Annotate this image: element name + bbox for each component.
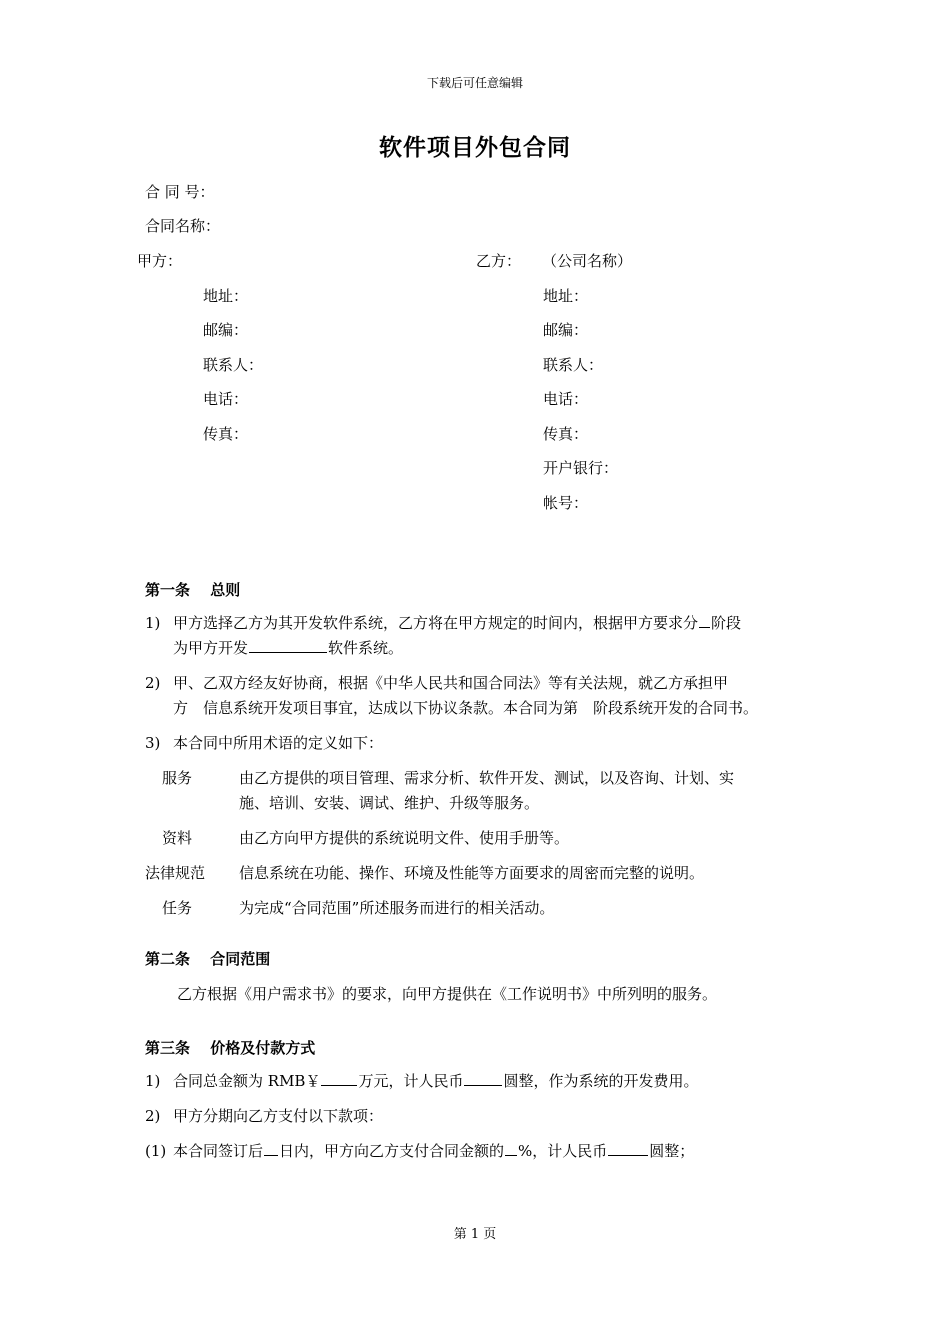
term-materials-definition: 由乙方向甲方提供的系统说明文件、使用手册等。 [239,829,570,847]
term-service: 服务 [162,769,193,787]
article-3-item-1 [145,1069,810,1094]
item-number: 3) [145,734,161,752]
party-b-bank-label: 开户银行： [543,459,619,477]
item-text: 圆整，作为系统的开发费用。 [503,1072,699,1090]
page-number: 第 1 页 [453,1227,497,1242]
contract-number-label: 合 同 号： [145,183,215,201]
term-task: 任务 [162,899,193,917]
document-title: 软件项目外包合同 [379,134,571,161]
item-text: 甲方分期向乙方支付以下款项： [173,1107,384,1125]
term-legal-spec-definition: 信息系统在功能、操作、环境及性能等方面要求的周密而完整的说明。 [239,864,705,882]
item-text: 圆整； [649,1142,695,1160]
blank-line [249,638,327,653]
term-materials: 资料 [162,829,193,847]
item-text: 阶段 [711,614,742,632]
article-3-item-2-1 [145,1139,810,1164]
article-1-item-2 [145,671,810,721]
party-b-phone-label: 电话： [543,390,589,408]
article-3-item-2 [145,1104,810,1129]
article-1-item-3 [145,731,810,756]
party-a-contact-label: 联系人： [203,356,264,374]
contract-name-label: 合同名称： [145,217,221,235]
blank-line [699,613,710,628]
term-service-definition [239,766,809,816]
item-text: 合同总金额为 RMB￥ [173,1072,321,1090]
item-text: 甲、乙双方经友好协商，根据《中华人民共和国合同法》等有关法规，就乙方承担甲 [173,674,729,692]
party-b-contact-label: 联系人： [543,356,604,374]
blank-line [464,1071,502,1086]
item-text: 日内，甲方向乙方支付合同金额的 [279,1142,505,1160]
item-text: 本合同签订后 [173,1142,264,1160]
party-a-address-label: 地址： [203,287,249,305]
party-a-postcode-label: 邮编： [203,321,249,339]
item-text: %，计人民币 [518,1142,608,1160]
party-a-fax-label: 传真： [203,425,249,443]
item-number: 2) [145,674,161,692]
item-text: 方 信息系统开发项目事宜，达成以下协议条款。本合同为第 阶段系统开发的合同书。 [173,699,759,717]
item-number: 1) [145,1072,161,1090]
term-legal-spec: 法律规范 [145,864,206,882]
party-b-postcode-label: 邮编： [543,321,589,339]
item-text: 软件系统。 [328,639,404,657]
party-a-label: 甲方： [137,252,183,270]
item-text: 为甲方开发 [173,639,249,657]
article-3-heading: 第三条 价格及付款方式 [145,1039,316,1057]
blank-line [505,1141,517,1156]
article-1-item-1 [145,611,810,661]
party-a-phone-label: 电话： [203,390,249,408]
item-number: 1) [145,614,161,632]
party-b-label: 乙方： [476,252,522,270]
page-header: 下载后可任意编辑 [426,76,523,90]
blank-line [264,1141,278,1156]
article-2-heading: 第二条 合同范围 [145,950,271,968]
definition-line: 由乙方提供的项目管理、需求分析、软件开发、测试，以及咨询、计划、实 [239,769,735,787]
party-b-address-label: 地址： [543,287,589,305]
definition-line: 施、培训、安装、调试、维护、升级等服务。 [239,794,540,812]
party-b-company-note: （公司名称） [542,252,633,270]
article-2-text: 乙方根据《用户需求书》的要求，向甲方提供在《工作说明书》中所列明的服务。 [177,985,718,1003]
party-b-account-label: 帐号： [543,494,589,512]
article-1-heading: 第一条 总则 [145,581,241,599]
item-text: 万元，计人民币 [358,1072,464,1090]
item-text: 甲方选择乙方为其开发软件系统，乙方将在甲方规定的时间内，根据甲方要求分 [173,614,699,632]
blank-line [321,1071,357,1086]
item-number: (1) [145,1142,167,1160]
item-text: 本合同中所用术语的定义如下： [173,734,384,752]
party-b-fax-label: 传真： [543,425,589,443]
term-task-definition: 为完成“合同范围”所述服务而进行的相关活动。 [239,899,555,917]
blank-line [608,1141,648,1156]
item-number: 2) [145,1107,161,1125]
